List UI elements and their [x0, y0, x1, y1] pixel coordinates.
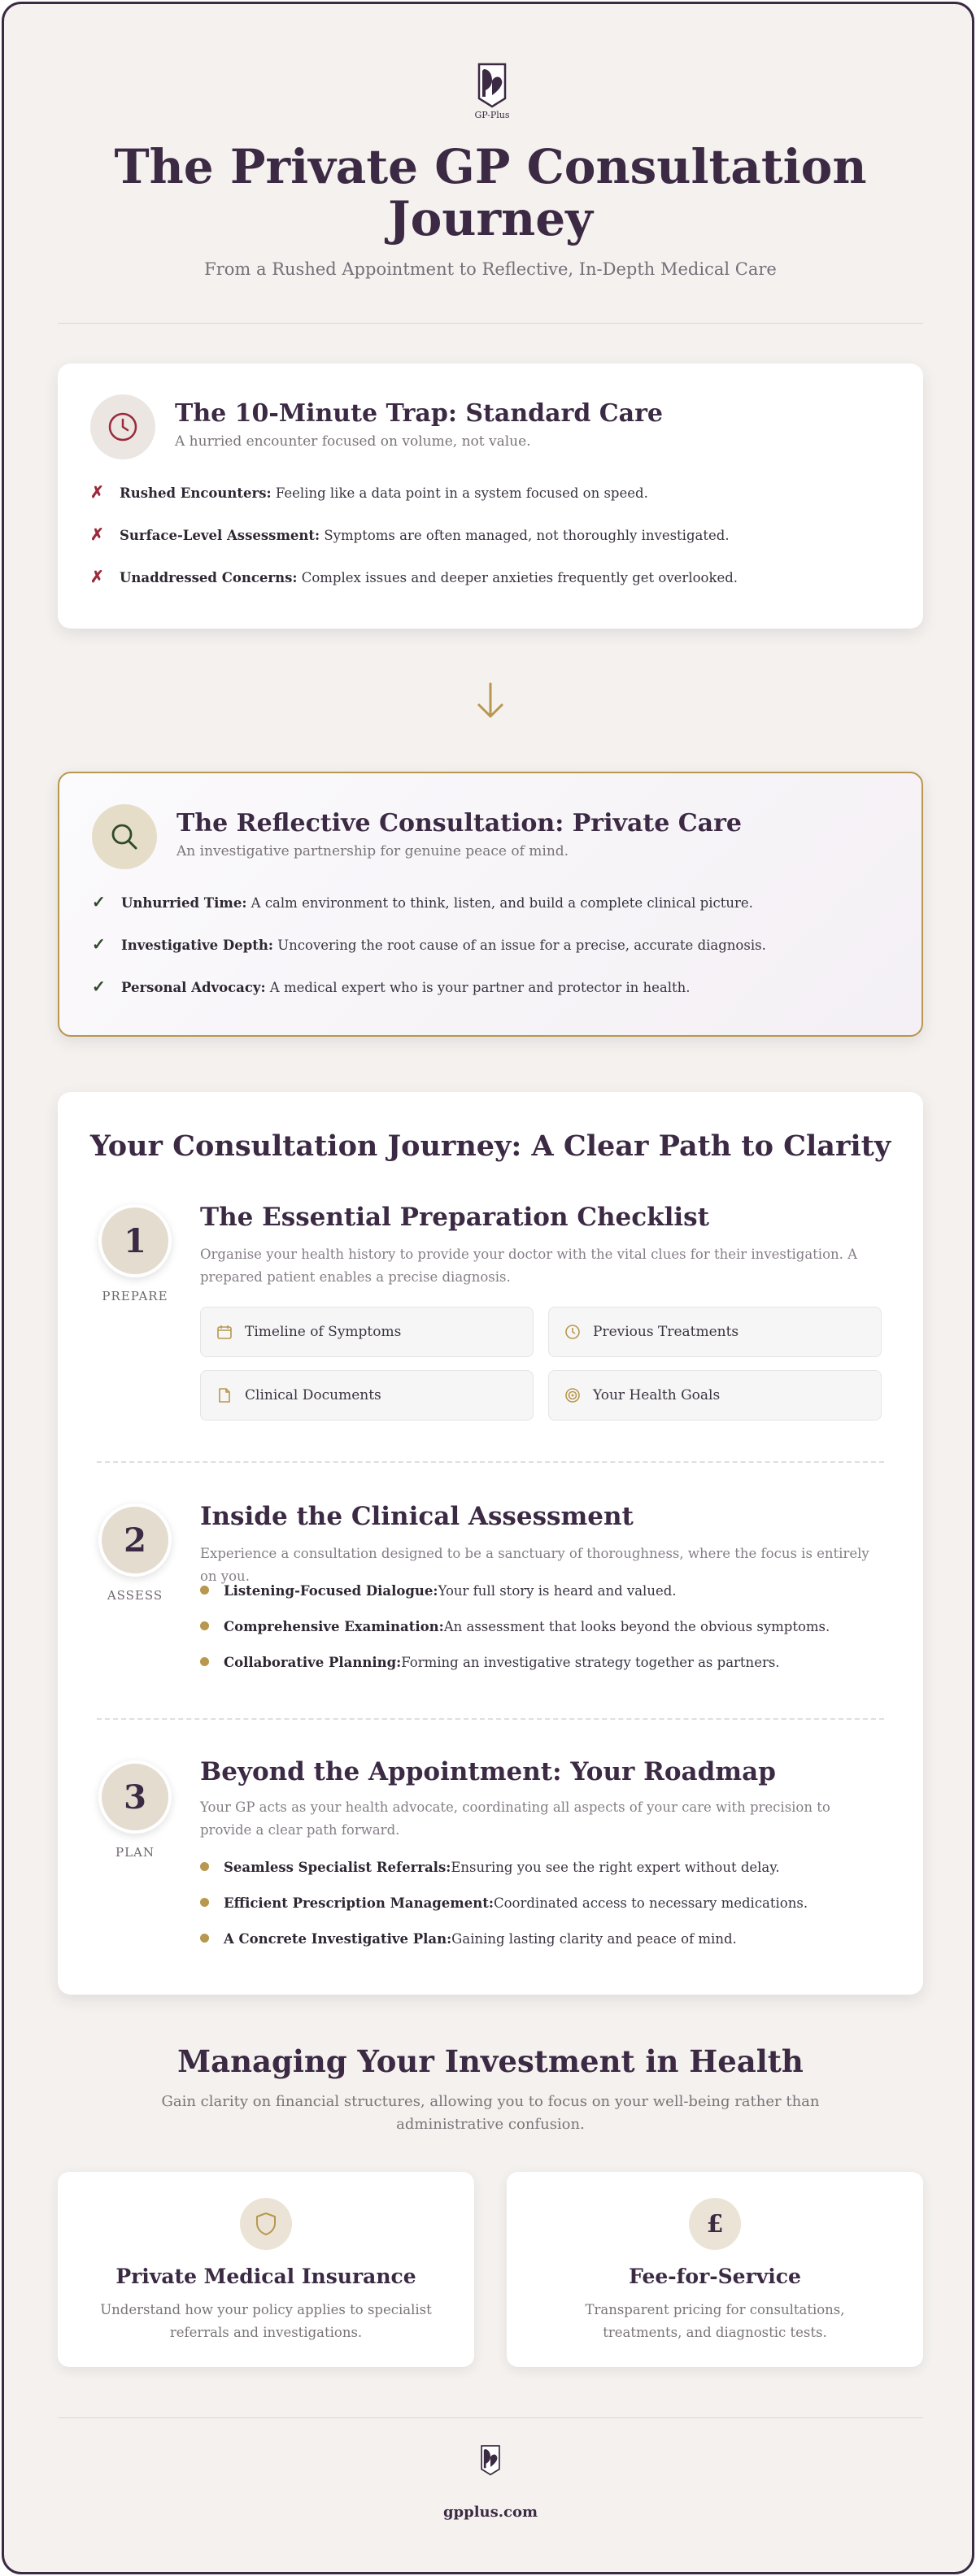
- clock-icon: [564, 1323, 582, 1341]
- insurance-title: Private Medical Insurance: [115, 2265, 416, 2288]
- step-divider: [97, 1718, 884, 1720]
- bullet-dot-icon: [200, 1621, 209, 1630]
- bullet-dot-icon: [200, 1586, 209, 1595]
- checklist-chip: [200, 1307, 534, 1357]
- private-care-item: ✓ Personal Advocacy: A medical expert who is your partner and protector in health.: [92, 977, 691, 996]
- checklist-chip: [200, 1370, 534, 1421]
- investment-title: Managing Your Investment in Health: [177, 2043, 804, 2079]
- step-tag: PLAN: [115, 1845, 155, 1860]
- footer-logo: [474, 2443, 507, 2479]
- investment-subtitle: Gain clarity on financial structures, allowing you to focus on your well-being rather than administrative confusion.: [161, 2093, 820, 2133]
- insurance-description: Understand how your policy applies to specialist referrals and investigations.: [100, 2302, 432, 2340]
- fee-description: Transparent pricing for consultations, treatments, and diagnostic tests.: [585, 2302, 845, 2340]
- footer-url[interactable]: gpplus.com: [442, 2504, 538, 2521]
- step-description: Your GP acts as your health advocate, coordinating all aspects of your care with precision to provide a clear path forward.: [200, 1799, 830, 1838]
- document-icon: [216, 1386, 233, 1404]
- checklist-chip: [548, 1370, 882, 1421]
- standard-care-item: ✗ Rushed Encounters: Feeling like a data point in a system focused on speed.: [90, 482, 648, 502]
- cross-icon: ✗: [90, 524, 104, 544]
- check-icon: ✓: [92, 892, 106, 912]
- step-description: Organise your health history to provide your doctor with the vital clues for their investigation. A prepared patient enables a precise diagnosis.: [200, 1247, 858, 1285]
- target-icon: [564, 1386, 582, 1404]
- arrow-down-icon: [473, 681, 508, 721]
- logo-mark-icon: [474, 61, 510, 108]
- private-care-item: ✓ Investigative Depth: Uncovering the root cause of an issue for a precise, accurate diagnosis.: [92, 934, 766, 954]
- checklist-chip: [548, 1307, 882, 1357]
- standard-care-card: [58, 363, 923, 629]
- chip-label: Timeline of Symptoms: [245, 1324, 402, 1340]
- chip-label: Your Health Goals: [593, 1387, 721, 1403]
- fee-title: Fee-for-Service: [629, 2265, 801, 2288]
- bullet-dot-icon: [200, 1862, 209, 1871]
- private-care-item: ✓ Unhurried Time: A calm environment to think, listen, and build a complete clinical picture.: [92, 892, 753, 912]
- bullet-dot-icon: [200, 1898, 209, 1907]
- step-tag: ASSESS: [107, 1588, 163, 1603]
- calendar-icon: [216, 1323, 233, 1341]
- page-subtitle: From a Rushed Appointment to Reflective, In-Depth Medical Care: [204, 259, 777, 279]
- step-number: 2: [98, 1503, 172, 1577]
- bullet-dot-icon: [200, 1934, 209, 1943]
- check-icon: ✓: [92, 934, 106, 954]
- roadmap-item: A Concrete Investigative Plan:Gaining lasting clarity and peace of mind.: [200, 1931, 737, 1947]
- shield-icon: [240, 2198, 292, 2250]
- cross-icon: ✗: [90, 482, 104, 502]
- clock-icon: [90, 394, 155, 459]
- cross-icon: ✗: [90, 567, 104, 586]
- page-title: The Private GP Consultation Journey: [114, 139, 867, 246]
- step-title: The Essential Preparation Checklist: [200, 1203, 709, 1232]
- chip-label: Previous Treatments: [593, 1324, 739, 1340]
- fee-card: [507, 2172, 923, 2367]
- roadmap-item: Efficient Prescription Management:Coordinated access to necessary medications.: [200, 1895, 808, 1911]
- journey-card: [58, 1092, 923, 1995]
- logo-mark-icon: [478, 2443, 503, 2476]
- assessment-item: Comprehensive Examination:An assessment that looks beyond the obvious symptoms.: [200, 1619, 830, 1634]
- assessment-item: Collaborative Planning:Forming an investigative strategy together as partners.: [200, 1655, 780, 1670]
- check-icon: ✓: [92, 977, 106, 996]
- step-title: Inside the Clinical Assessment: [200, 1502, 634, 1531]
- insurance-card: [58, 2172, 474, 2367]
- step-divider: [97, 1461, 884, 1463]
- pound-icon: £: [689, 2198, 741, 2250]
- divider: [58, 2417, 923, 2418]
- page-frame: [2, 2, 974, 2574]
- standard-care-title: The 10-Minute Trap: Standard Care: [175, 399, 663, 428]
- roadmap-item: Seamless Specialist Referrals:Ensuring you see the right expert without delay.: [200, 1860, 780, 1875]
- standard-care-item: ✗ Unaddressed Concerns: Complex issues and deeper anxieties frequently get overlooked.: [90, 567, 739, 586]
- step-description: Experience a consultation designed to be a sanctuary of thoroughness, where the focus is entirely on you.: [200, 1546, 869, 1584]
- standard-care-subtitle: A hurried encounter focused on volume, not value.: [175, 433, 531, 450]
- brand-logo: [468, 61, 516, 126]
- standard-care-item: ✗ Surface-Level Assessment: Symptoms are often managed, not thoroughly investigated.: [90, 524, 730, 544]
- chip-label: Clinical Documents: [245, 1387, 381, 1403]
- assessment-item: Listening-Focused Dialogue:Your full story is heard and valued.: [200, 1583, 677, 1599]
- logo-text: GP-Plus: [474, 110, 510, 120]
- bullet-dot-icon: [200, 1657, 209, 1666]
- step-number: 3: [98, 1760, 172, 1834]
- divider: [58, 323, 923, 324]
- step-title: Beyond the Appointment: Your Roadmap: [200, 1757, 776, 1786]
- magnifier-icon: [92, 804, 157, 869]
- private-care-title: The Reflective Consultation: Private Care: [176, 809, 742, 838]
- step-tag: PREPARE: [102, 1289, 168, 1303]
- step-number: 1: [98, 1204, 172, 1277]
- journey-title: Your Consultation Journey: A Clear Path to Clarity: [89, 1129, 891, 1163]
- private-care-card: [58, 772, 923, 1037]
- private-care-subtitle: An investigative partnership for genuine peace of mind.: [176, 843, 569, 859]
